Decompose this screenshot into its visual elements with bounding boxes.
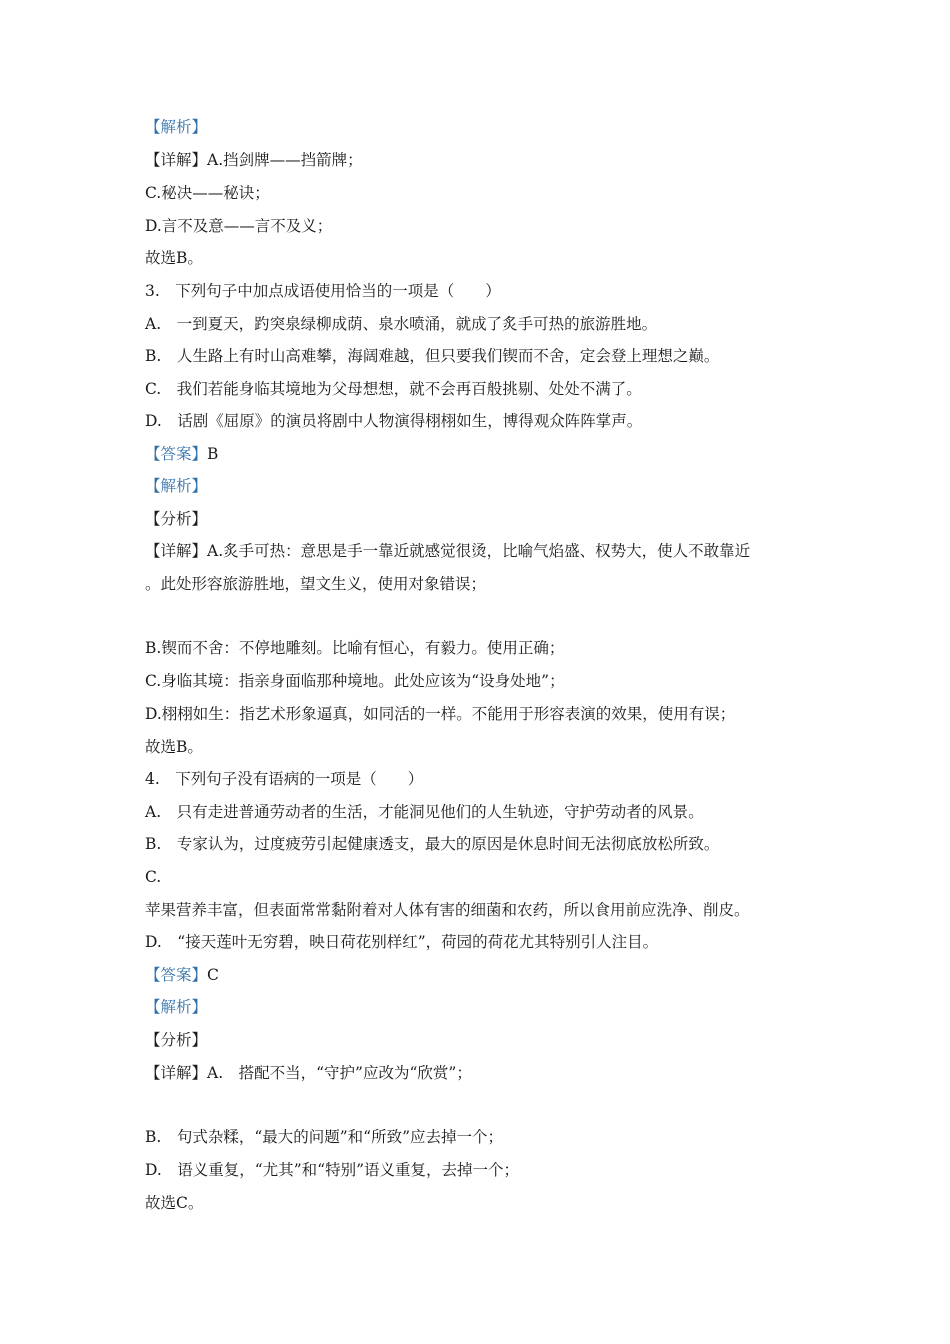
question-3-option-b: B. 人生路上有时山高难攀，海阔难越，但只要我们锲而不舍，定会登上理想之巅。	[145, 347, 720, 365]
question-4-option-b: B. 专家认为，过度疲劳引起健康透支，最大的原因是休息时间无法彻底放松所致。	[145, 835, 720, 853]
question-3-option-d: D. 话剧《屈原》的演员将剧中人物演得栩栩如生，博得观众阵阵掌声。	[145, 412, 643, 430]
doc-line	[145, 997, 207, 1017]
doc-line: D.栩栩如生：指艺术形象逼真，如同活的一样。不能用于形容表演的效果，使用有误；	[145, 705, 736, 723]
analysis-tag: 【解析】	[145, 477, 208, 495]
doc-line: 故选C。	[145, 1194, 204, 1212]
analysis-tag: 【解析】	[145, 118, 208, 136]
doc-line: 【分析】	[145, 1031, 208, 1049]
doc-line	[145, 476, 207, 496]
doc-line: 。此处形容旅游胜地，望文生义，使用对象错误；	[145, 575, 487, 593]
doc-line: 【详解】A.炙手可热：意思是手一靠近就感觉很烫，比喻气焰盛、权势大，使人不敢靠近	[145, 542, 751, 560]
question-3-option-a: A. 一到夏天，趵突泉绿柳成荫、泉水喷涌，就成了炙手可热的旅游胜地。	[145, 315, 658, 333]
doc-line: 【分析】	[145, 510, 208, 528]
answer-line	[145, 965, 219, 985]
answer-line	[145, 444, 218, 464]
detail-tag: 【详解】	[145, 151, 208, 169]
question-4-stem: 4. 下列句子没有语病的一项是（ ）	[145, 770, 424, 788]
doc-line: 苹果营养丰富，但表面常常黏附着对人体有害的细菌和农药，所以食用前应洗净、削皮。	[145, 901, 750, 919]
question-4-option-c: C.	[145, 868, 162, 886]
question-4-option-d: D. “接天莲叶无穷碧，映日荷花别样红”，荷园的荷花尤其特别引人注目。	[145, 933, 659, 951]
doc-line: C.身临其境：指亲身面临那种境地。此处应该为“设身处地”；	[145, 672, 565, 690]
doc-line: 【详解】A.挡剑牌——挡箭牌；	[145, 151, 363, 169]
analysis-tag: 【解析】	[145, 998, 208, 1016]
doc-line: B.锲而不舍：不停地雕刻。比喻有恒心，有毅力。使用正确；	[145, 639, 565, 657]
doc-line: D. 语义重复，“尤其”和“特别”语义重复，去掉一个；	[145, 1161, 519, 1179]
answer-tag: 【答案】	[145, 966, 208, 984]
question-3-option-c: C. 我们若能身临其境地为父母想想，就不会再百般挑剔、处处不满了。	[145, 380, 642, 398]
doc-line: 【详解】A. 搭配不当，“守护”应改为“欣赏”；	[145, 1064, 472, 1082]
answer-tag: 【答案】	[145, 445, 208, 463]
doc-line: D.言不及意——言不及义；	[145, 217, 333, 235]
doc-line: C.秘决——秘诀；	[145, 184, 270, 202]
doc-line: B. 句式杂糅，“最大的问题”和“所致”应去掉一个；	[145, 1128, 504, 1146]
doc-line	[145, 117, 207, 137]
answer-value: B	[207, 445, 219, 463]
doc-line: 故选B。	[145, 738, 203, 756]
answer-value: C	[207, 966, 219, 984]
doc-line: 故选B。	[145, 249, 203, 267]
question-4-option-a: A. 只有走进普通劳动者的生活，才能洞见他们的人生轨迹，守护劳动者的风景。	[145, 803, 704, 821]
question-3-stem: 3. 下列句子中加点成语使用恰当的一项是（ ）	[145, 282, 501, 300]
